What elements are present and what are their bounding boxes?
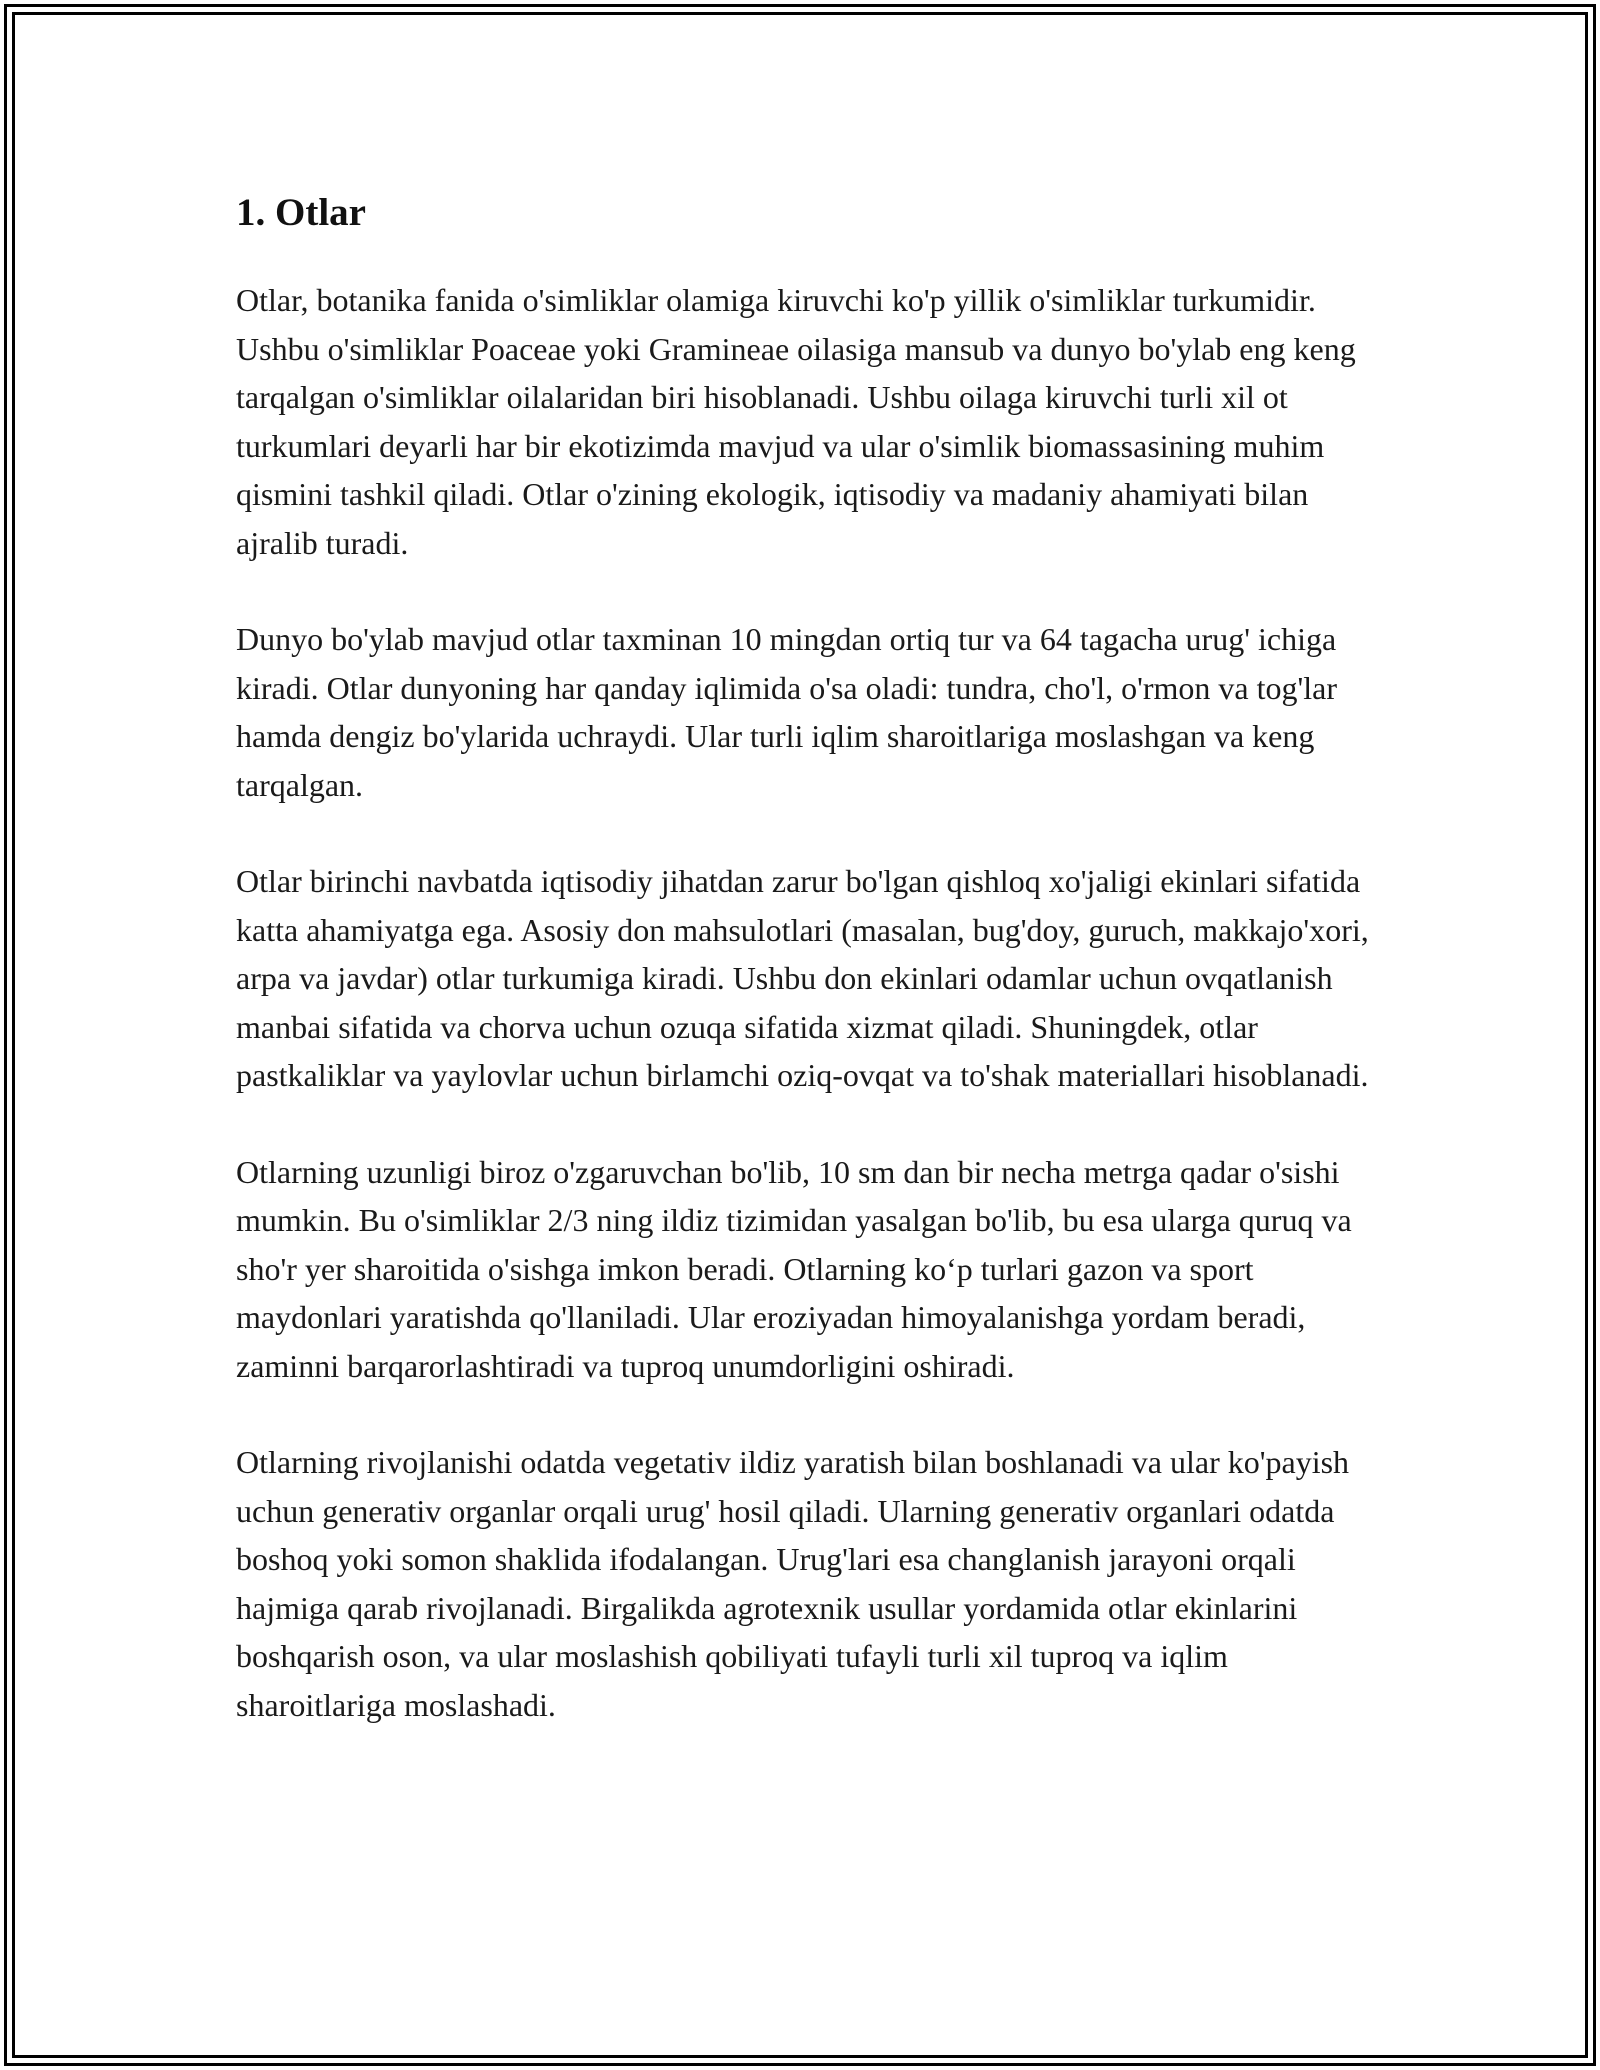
paragraph-3: Otlar birinchi navbatda iqtisodiy jihatdan zarur bo'lgan qishloq xo'jaligi ekinlari sifatida katta ahamiyatga ega. Asosiy don mahsulotlari (masalan, bug'doy, guruch, makkajo'xori, arpa va javdar) otlar turkumiga kiradi. Ushbu don ekinlari odamlar uchun ovqatlanish manbai sifatida va chorva uchun ozuqa sifatida xizmat qiladi. Shuningdek, otlar pastkaliklar va yaylovlar uchun birlamchi oziq-ovqat va to'shak materiallari hisoblanadi. [236,863,1369,1093]
document-body [236,180,1376,1777]
paragraph-1: Otlar, botanika fanida o'simliklar olamiga kiruvchi ko'p yillik o'simliklar turkumidir. Ushbu o'simliklar Poaceae yoki Gramineae oilasiga mansub va dunyo bo'ylab eng keng tarqalgan o'simliklar oilalaridan biri hisoblanadi. Ushbu oilaga kiruvchi turli xil ot turkumlari deyarli har bir ekotizimda mavjud va ular o'simlik biomassasining muhim qismini tashkil qiladi. Otlar o'zining ekologik, iqtisodiy va madaniy ahamiyati bilan ajralib turadi. [236,282,1356,561]
paragraph-5: Otlarning rivojlanishi odatda vegetativ ildiz yaratish bilan boshlanadi va ular ko'payish uchun generativ organlar orqali urug' hosil qiladi. Ularning generativ organlari odatda boshoq yoki somon shaklida ifodalangan. Urug'lari esa changlanish jarayoni orqali hajmiga qarab rivojlanadi. Birgalikda agrotexnik usullar yordamida otlar ekinlarini boshqarish oson, va ular moslashish qobiliyati tufayli turli xil tuproq va iqlim sharoitlariga moslashadi. [236,1444,1350,1723]
paragraph-4: Otlarning uzunligi biroz o'zgaruvchan bo'lib, 10 sm dan bir necha metrga qadar o'sishi mumkin. Bu o'simliklar 2/3 ning ildiz tizimidan yasalgan bo'lib, bu esa ularga quruq va sho'r yer sharoitida o'sishga imkon beradi. Otlarning ko‘p turlari gazon va sport maydonlari yaratishda qo'llaniladi. Ular eroziyadan himoyalanishga yordam beradi, zaminni barqarorlashtiradi va tuproq unumdorligini oshiradi. [236,1153,1352,1384]
paragraph-2: Dunyo bo'ylab mavjud otlar taxminan 10 mingdan ortiq tur va 64 tagacha urug' ichiga kiradi. Otlar dunyoning har qanday iqlimida o'sa oladi: tundra, cho'l, o'rmon va tog'lar hamda dengiz bo'ylarida uchraydi. Ular turli iqlim sharoitlariga moslashgan va keng tarqalgan. [236,621,1338,803]
section-title: 1. Otlar [236,191,366,234]
